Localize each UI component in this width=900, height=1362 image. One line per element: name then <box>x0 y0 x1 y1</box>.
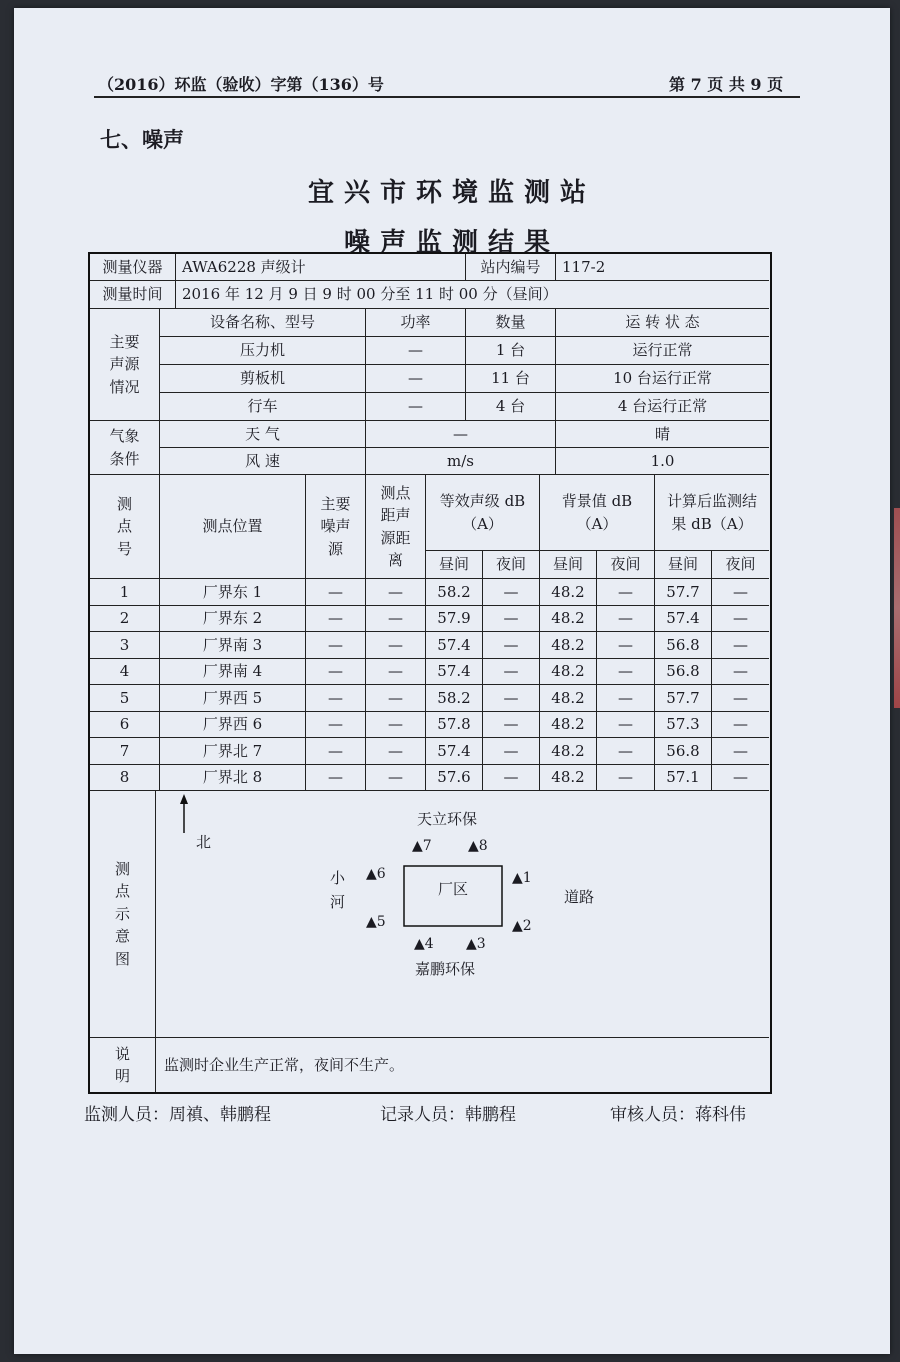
bg-day-header: 昼间 <box>540 551 597 579</box>
source-col-qty: 数量 <box>466 309 556 337</box>
row-7-r-n: — <box>712 738 769 765</box>
report-title: 噪声监测结果 <box>343 228 560 258</box>
row-2-no: 2 <box>90 606 160 633</box>
source-row-1-name: 压力机 <box>160 337 366 365</box>
source-col-status: 运 转 状 态 <box>556 309 769 337</box>
row-6-src: — <box>306 712 366 739</box>
row-2-pos: 厂界东 2 <box>160 606 306 633</box>
col-source <box>306 475 366 579</box>
row-5-eq-n: — <box>483 685 540 712</box>
row-6-bg-n: — <box>597 712 655 739</box>
note-label <box>90 1038 156 1092</box>
source-row-2-qty: 11 台 <box>466 365 556 393</box>
north-neighbor: 天立环保 <box>417 810 478 828</box>
east-neighbor: 道路 <box>564 888 595 906</box>
point-5-marker: ▲5 <box>366 914 386 930</box>
row-2-dist: — <box>366 606 426 633</box>
source-row-1-power: — <box>366 337 466 365</box>
row-1-pos: 厂界东 1 <box>160 579 306 606</box>
row-3-bg-n: — <box>597 632 655 659</box>
row-7-src: — <box>306 738 366 765</box>
col-point-no-text: 测点号 <box>116 494 132 558</box>
row-4-src: — <box>306 659 366 686</box>
time-value: 2016 年 12 月 9 日 9 时 00 分至 11 时 00 分（昼间） <box>176 281 769 309</box>
row-3-src: — <box>306 632 366 659</box>
weather-unit: — <box>366 421 556 448</box>
diagram-label <box>90 791 156 1038</box>
col-background <box>540 475 655 551</box>
row-5-r-n: — <box>712 685 769 712</box>
row-1-no: 1 <box>90 579 160 606</box>
row-8-eq-n: — <box>483 765 540 792</box>
col-calculated-text: 计算后监测结果 dB（A） <box>667 492 758 533</box>
row-5-dist: — <box>366 685 426 712</box>
note-text: 监测时企业生产正常，夜间不生产。 <box>164 1055 405 1074</box>
instrument-value: AWA6228 声级计 <box>176 254 466 281</box>
row-6-bg-d: 48.2 <box>540 712 597 739</box>
row-8-eq-d: 57.6 <box>426 765 483 792</box>
point-2-marker: ▲2 <box>512 918 532 934</box>
row-4-dist: — <box>366 659 426 686</box>
south-neighbor: 嘉鹏环保 <box>415 960 476 978</box>
row-4-r-n: — <box>712 659 769 686</box>
section-title: 七、噪声 <box>100 128 184 152</box>
row-6-pos: 厂界西 6 <box>160 712 306 739</box>
row-5-bg-n: — <box>597 685 655 712</box>
row-4-no: 4 <box>90 659 160 686</box>
row-4-bg-d: 48.2 <box>540 659 597 686</box>
eq-night-header: 夜间 <box>483 551 540 579</box>
row-1-bg-n: — <box>597 579 655 606</box>
row-2-eq-d: 57.9 <box>426 606 483 633</box>
row-7-dist: — <box>366 738 426 765</box>
source-row-3-power: — <box>366 393 466 421</box>
factory-label: 厂区 <box>438 880 469 898</box>
row-4-r-d: 56.8 <box>655 659 712 686</box>
point-4-marker: ▲4 <box>414 936 434 952</box>
row-2-eq-n: — <box>483 606 540 633</box>
row-6-eq-d: 57.8 <box>426 712 483 739</box>
source-label <box>90 309 160 421</box>
row-7-bg-n: — <box>597 738 655 765</box>
row-8-bg-d: 48.2 <box>540 765 597 792</box>
reviewer-person: 审核人员：蒋科伟 <box>610 1105 746 1125</box>
station-no-label: 站内编号 <box>466 254 556 281</box>
row-8-r-d: 57.1 <box>655 765 712 792</box>
wind-unit: m/s <box>366 448 556 475</box>
row-8-dist: — <box>366 765 426 792</box>
row-2-r-d: 57.4 <box>655 606 712 633</box>
source-col-power: 功率 <box>366 309 466 337</box>
row-1-eq-n: — <box>483 579 540 606</box>
page-info: 第 7 页 共 9 页 <box>669 75 784 94</box>
station-no-value: 117-2 <box>556 254 769 281</box>
row-7-eq-n: — <box>483 738 540 765</box>
weather-row-label: 天 气 <box>160 421 366 448</box>
row-4-pos: 厂界南 4 <box>160 659 306 686</box>
instrument-label: 测量仪器 <box>90 254 176 281</box>
col-background-text: 背景值 dB（A） <box>561 492 633 533</box>
bg-night-header: 夜间 <box>597 551 655 579</box>
row-7-no: 7 <box>90 738 160 765</box>
row-3-eq-n: — <box>483 632 540 659</box>
noise-result-table <box>88 252 772 1094</box>
row-1-r-d: 57.7 <box>655 579 712 606</box>
row-3-no: 3 <box>90 632 160 659</box>
point-7-marker: ▲7 <box>412 838 432 854</box>
row-1-r-n: — <box>712 579 769 606</box>
row-1-bg-d: 48.2 <box>540 579 597 606</box>
weather-label <box>90 421 160 475</box>
weather-label-text: 气象条件 <box>109 427 140 468</box>
source-row-1-status: 运行正常 <box>556 337 769 365</box>
row-1-eq-d: 58.2 <box>426 579 483 606</box>
row-5-pos: 厂界西 5 <box>160 685 306 712</box>
weather-value: 晴 <box>556 421 769 448</box>
source-row-2-power: — <box>366 365 466 393</box>
note-label-text: 说明 <box>114 1044 130 1085</box>
wind-value: 1.0 <box>556 448 769 475</box>
row-5-r-d: 57.7 <box>655 685 712 712</box>
source-row-3-name: 行车 <box>160 393 366 421</box>
row-3-r-d: 56.8 <box>655 632 712 659</box>
row-4-bg-n: — <box>597 659 655 686</box>
row-2-bg-n: — <box>597 606 655 633</box>
row-1-src: — <box>306 579 366 606</box>
row-8-src: — <box>306 765 366 792</box>
org-title: 宜兴市环境监测站 <box>307 178 596 208</box>
header-rule <box>94 96 800 98</box>
point-6-marker: ▲6 <box>366 866 386 882</box>
calc-day-header: 昼间 <box>655 551 712 579</box>
point-8-marker: ▲8 <box>468 838 488 854</box>
row-2-bg-d: 48.2 <box>540 606 597 633</box>
wind-label: 风 速 <box>160 448 366 475</box>
col-calculated <box>655 475 769 551</box>
col-position: 测点位置 <box>160 475 306 579</box>
row-3-r-n: — <box>712 632 769 659</box>
source-row-3-qty: 4 台 <box>466 393 556 421</box>
calc-night-header: 夜间 <box>712 551 769 579</box>
point-3-marker: ▲3 <box>466 936 486 952</box>
source-label-text: 主要声源情况 <box>109 332 140 396</box>
row-2-src: — <box>306 606 366 633</box>
col-equivalent <box>426 475 540 551</box>
row-8-no: 8 <box>90 765 160 792</box>
col-distance <box>366 475 426 579</box>
col-point-no <box>90 475 160 579</box>
row-6-r-d: 57.3 <box>655 712 712 739</box>
document-number: （2016）环监（验收）字第（136）号 <box>98 75 384 94</box>
row-5-bg-d: 48.2 <box>540 685 597 712</box>
row-4-eq-n: — <box>483 659 540 686</box>
time-label: 测量时间 <box>90 281 176 309</box>
row-3-eq-d: 57.4 <box>426 632 483 659</box>
row-6-no: 6 <box>90 712 160 739</box>
diagram-label-text: 测点示意图 <box>114 859 130 968</box>
row-6-r-n: — <box>712 712 769 739</box>
recorder-person: 记录人员：韩鹏程 <box>380 1105 516 1125</box>
row-3-pos: 厂界南 3 <box>160 632 306 659</box>
source-row-1-qty: 1 台 <box>466 337 556 365</box>
row-6-eq-n: — <box>483 712 540 739</box>
row-5-eq-d: 58.2 <box>426 685 483 712</box>
row-4-eq-d: 57.4 <box>426 659 483 686</box>
source-col-name: 设备名称、型号 <box>160 309 366 337</box>
row-1-dist: — <box>366 579 426 606</box>
north-arrow-head-icon <box>180 794 188 804</box>
row-3-bg-d: 48.2 <box>540 632 597 659</box>
row-8-bg-n: — <box>597 765 655 792</box>
monitor-persons: 监测人员：周禛、韩鹏程 <box>84 1105 271 1125</box>
row-8-r-n: — <box>712 765 769 792</box>
row-6-dist: — <box>366 712 426 739</box>
col-equivalent-text: 等效声级 dB（A） <box>439 492 526 533</box>
source-row-3-status: 4 台运行正常 <box>556 393 769 421</box>
north-label: 北 <box>196 833 212 851</box>
point-1-marker: ▲1 <box>512 870 532 886</box>
source-row-2-name: 剪板机 <box>160 365 366 393</box>
red-seal-edge <box>894 508 900 708</box>
row-7-bg-d: 48.2 <box>540 738 597 765</box>
col-distance-text: 测点距声源距离 <box>380 483 411 569</box>
west-neighbor: 小河 <box>330 869 346 911</box>
row-7-r-d: 56.8 <box>655 738 712 765</box>
row-3-dist: — <box>366 632 426 659</box>
source-row-2-status: 10 台运行正常 <box>556 365 769 393</box>
row-7-eq-d: 57.4 <box>426 738 483 765</box>
row-7-pos: 厂界北 7 <box>160 738 306 765</box>
col-source-text: 主要噪声源 <box>320 494 351 558</box>
row-8-pos: 厂界北 8 <box>160 765 306 792</box>
row-5-no: 5 <box>90 685 160 712</box>
row-5-src: — <box>306 685 366 712</box>
row-2-r-n: — <box>712 606 769 633</box>
eq-day-header: 昼间 <box>426 551 483 579</box>
